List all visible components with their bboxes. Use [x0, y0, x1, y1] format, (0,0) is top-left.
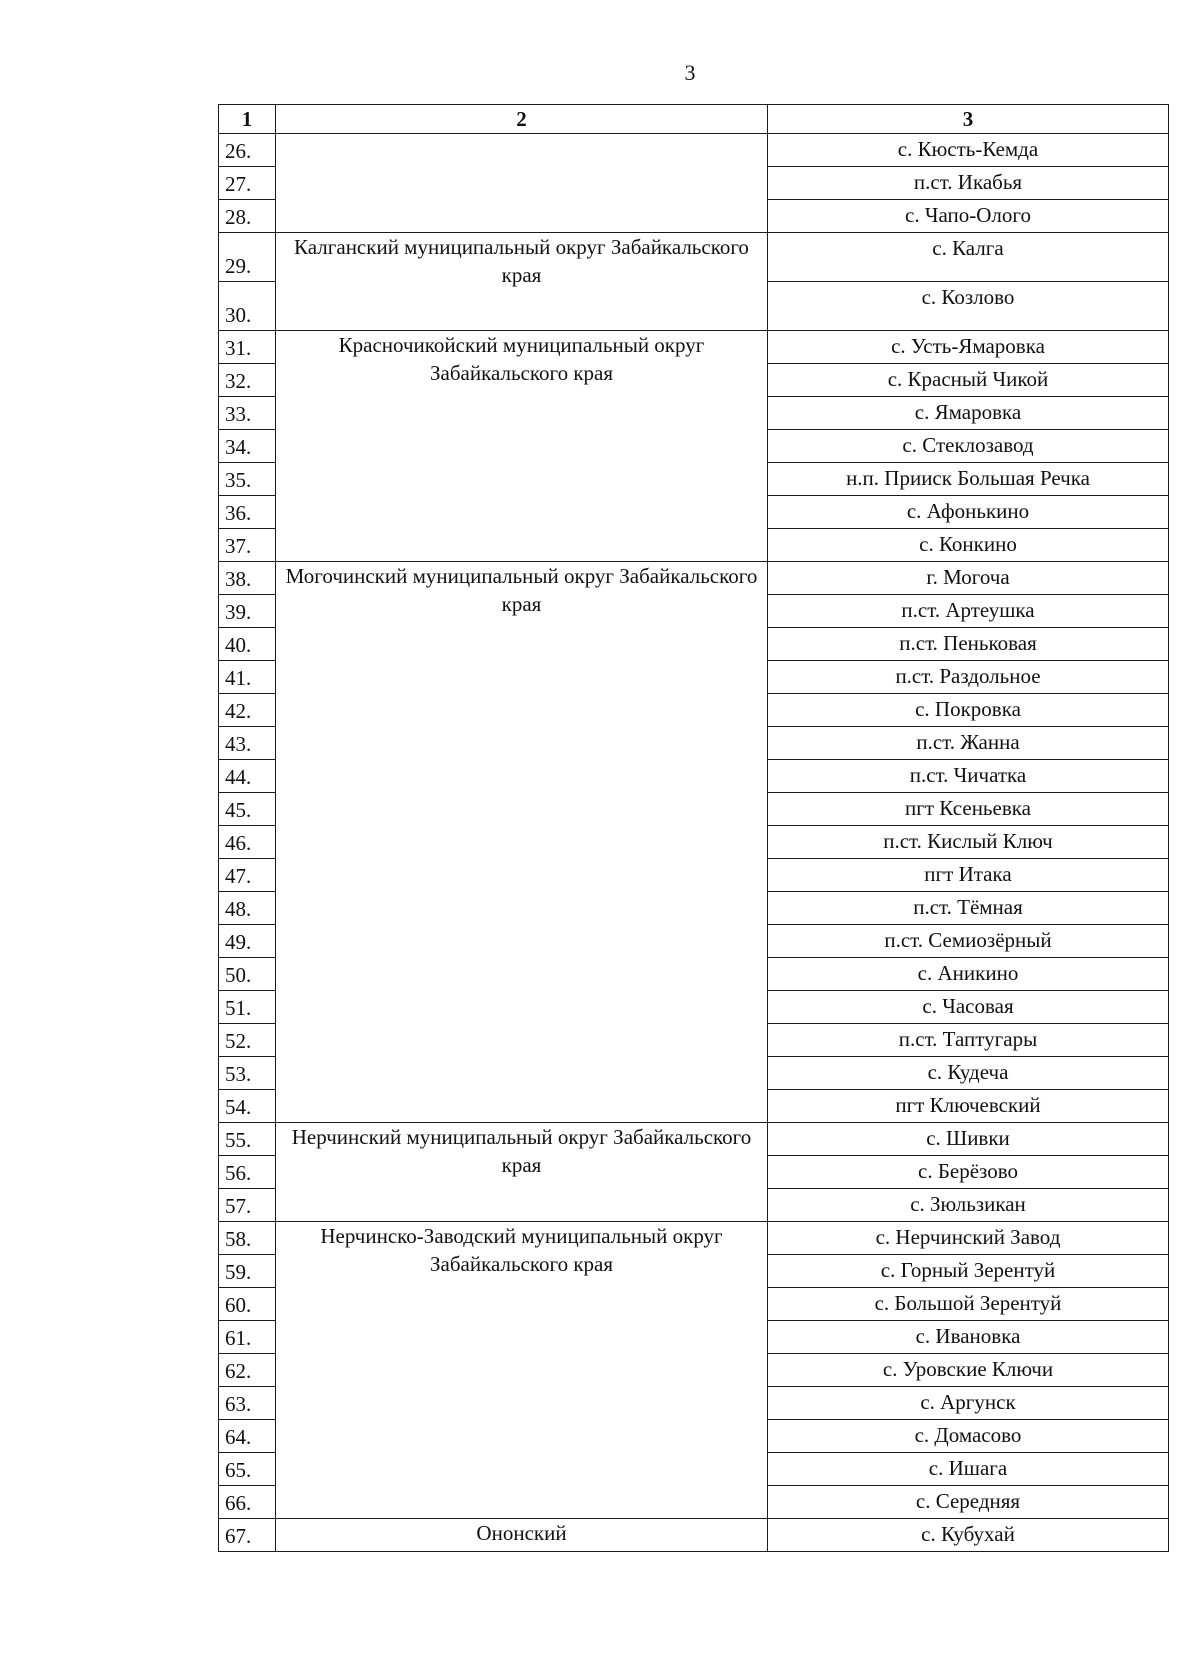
- locality-cell: п.ст. Жанна: [768, 727, 1169, 760]
- row-number: 44.: [219, 760, 276, 793]
- locality-cell: г. Могоча: [768, 562, 1169, 595]
- locality-cell: с. Зюльзикан: [768, 1189, 1169, 1222]
- table-row: [219, 562, 1169, 595]
- table-row: [219, 1222, 1169, 1255]
- district-cell: Ононский: [276, 1519, 768, 1552]
- row-number: 36.: [219, 496, 276, 529]
- row-number: 67.: [219, 1519, 276, 1552]
- table-row: [219, 1123, 1169, 1156]
- locality-cell: с. Ишага: [768, 1453, 1169, 1486]
- row-number: 45.: [219, 793, 276, 826]
- row-number: 38.: [219, 562, 276, 595]
- row-number: 60.: [219, 1288, 276, 1321]
- locality-cell: с. Кюсть-Кемда: [768, 134, 1169, 167]
- locality-cell: с. Большой Зерентуй: [768, 1288, 1169, 1321]
- row-number: 61.: [219, 1321, 276, 1354]
- row-number: 37.: [219, 529, 276, 562]
- locality-cell: с. Середняя: [768, 1486, 1169, 1519]
- locality-cell: п.ст. Артеушка: [768, 595, 1169, 628]
- row-number: 35.: [219, 463, 276, 496]
- locality-cell: с. Козлово: [768, 282, 1169, 331]
- row-number: 31.: [219, 331, 276, 364]
- table-row: [219, 134, 1169, 167]
- page-number: 3: [684, 60, 696, 85]
- locality-cell: с. Усть-Ямаровка: [768, 331, 1169, 364]
- row-number: 62.: [219, 1354, 276, 1387]
- header-col-3: 3: [768, 105, 1169, 134]
- locality-cell: с. Берёзово: [768, 1156, 1169, 1189]
- row-number: 27.: [219, 167, 276, 200]
- table-row: [219, 331, 1169, 364]
- table-row: [219, 1519, 1169, 1552]
- locality-cell: п.ст. Чичатка: [768, 760, 1169, 793]
- row-number: 51.: [219, 991, 276, 1024]
- row-number: 26.: [219, 134, 276, 167]
- row-number: 33.: [219, 397, 276, 430]
- locality-cell: с. Ямаровка: [768, 397, 1169, 430]
- locality-cell: с. Часовая: [768, 991, 1169, 1024]
- locality-cell: с. Кубухай: [768, 1519, 1169, 1552]
- row-number: 32.: [219, 364, 276, 397]
- row-number: 54.: [219, 1090, 276, 1123]
- row-number: 59.: [219, 1255, 276, 1288]
- row-number: 40.: [219, 628, 276, 661]
- locality-cell: с. Покровка: [768, 694, 1169, 727]
- row-number: 34.: [219, 430, 276, 463]
- locality-cell: п.ст. Таптугары: [768, 1024, 1169, 1057]
- locality-cell: п.ст. Семиозёрный: [768, 925, 1169, 958]
- row-number: 48.: [219, 892, 276, 925]
- table-row: [219, 233, 1169, 282]
- district-cell: Калганский муниципальный округ Забайкальского края: [276, 233, 768, 331]
- district-cell: Нерчинский муниципальный округ Забайкальского края: [276, 1123, 768, 1222]
- locality-cell: с. Калга: [768, 233, 1169, 282]
- locality-cell: с. Афонькино: [768, 496, 1169, 529]
- row-number: 53.: [219, 1057, 276, 1090]
- locality-cell: с. Нерчинский Завод: [768, 1222, 1169, 1255]
- locality-cell: пгт Итака: [768, 859, 1169, 892]
- locality-cell: с. Конкино: [768, 529, 1169, 562]
- row-number: 58.: [219, 1222, 276, 1255]
- header-col-1: 1: [219, 105, 276, 134]
- locality-cell: п.ст. Икабья: [768, 167, 1169, 200]
- locality-cell: п.ст. Раздольное: [768, 661, 1169, 694]
- row-number: 66.: [219, 1486, 276, 1519]
- locality-cell: п.ст. Кислый Ключ: [768, 826, 1169, 859]
- row-number: 28.: [219, 200, 276, 233]
- locality-cell: с. Шивки: [768, 1123, 1169, 1156]
- localities-table: [218, 104, 1169, 1552]
- district-cell: Нерчинско-Заводский муниципальный округ Забайкальского края: [276, 1222, 768, 1519]
- locality-cell: с. Аникино: [768, 958, 1169, 991]
- locality-cell: с. Стеклозавод: [768, 430, 1169, 463]
- locality-cell: с. Чапо-Олого: [768, 200, 1169, 233]
- row-number: 63.: [219, 1387, 276, 1420]
- row-number: 29.: [219, 233, 276, 282]
- locality-cell: пгт Ксеньевка: [768, 793, 1169, 826]
- row-number: 52.: [219, 1024, 276, 1057]
- table-header-row: [219, 105, 1169, 134]
- row-number: 41.: [219, 661, 276, 694]
- locality-cell: с. Домасово: [768, 1420, 1169, 1453]
- row-number: 46.: [219, 826, 276, 859]
- row-number: 57.: [219, 1189, 276, 1222]
- locality-cell: п.ст. Тёмная: [768, 892, 1169, 925]
- locality-cell: с. Аргунск: [768, 1387, 1169, 1420]
- locality-cell: с. Ивановка: [768, 1321, 1169, 1354]
- row-number: 55.: [219, 1123, 276, 1156]
- row-number: 64.: [219, 1420, 276, 1453]
- locality-cell: п.ст. Пеньковая: [768, 628, 1169, 661]
- row-number: 56.: [219, 1156, 276, 1189]
- locality-cell: с. Красный Чикой: [768, 364, 1169, 397]
- row-number: 49.: [219, 925, 276, 958]
- locality-cell: с. Горный Зерентуй: [768, 1255, 1169, 1288]
- header-col-2: 2: [276, 105, 768, 134]
- locality-cell: н.п. Прииск Большая Речка: [768, 463, 1169, 496]
- district-cell: Красночикойский муниципальный округ Забайкальского края: [276, 331, 768, 562]
- row-number: 39.: [219, 595, 276, 628]
- row-number: 47.: [219, 859, 276, 892]
- locality-cell: с. Уровские Ключи: [768, 1354, 1169, 1387]
- row-number: 42.: [219, 694, 276, 727]
- locality-cell: с. Кудеча: [768, 1057, 1169, 1090]
- row-number: 30.: [219, 282, 276, 331]
- locality-cell: пгт Ключевский: [768, 1090, 1169, 1123]
- district-cell: Могочинский муниципальный округ Забайкальского края: [276, 562, 768, 1123]
- row-number: 50.: [219, 958, 276, 991]
- row-number: 65.: [219, 1453, 276, 1486]
- district-cell-empty: [276, 134, 768, 233]
- row-number: 43.: [219, 727, 276, 760]
